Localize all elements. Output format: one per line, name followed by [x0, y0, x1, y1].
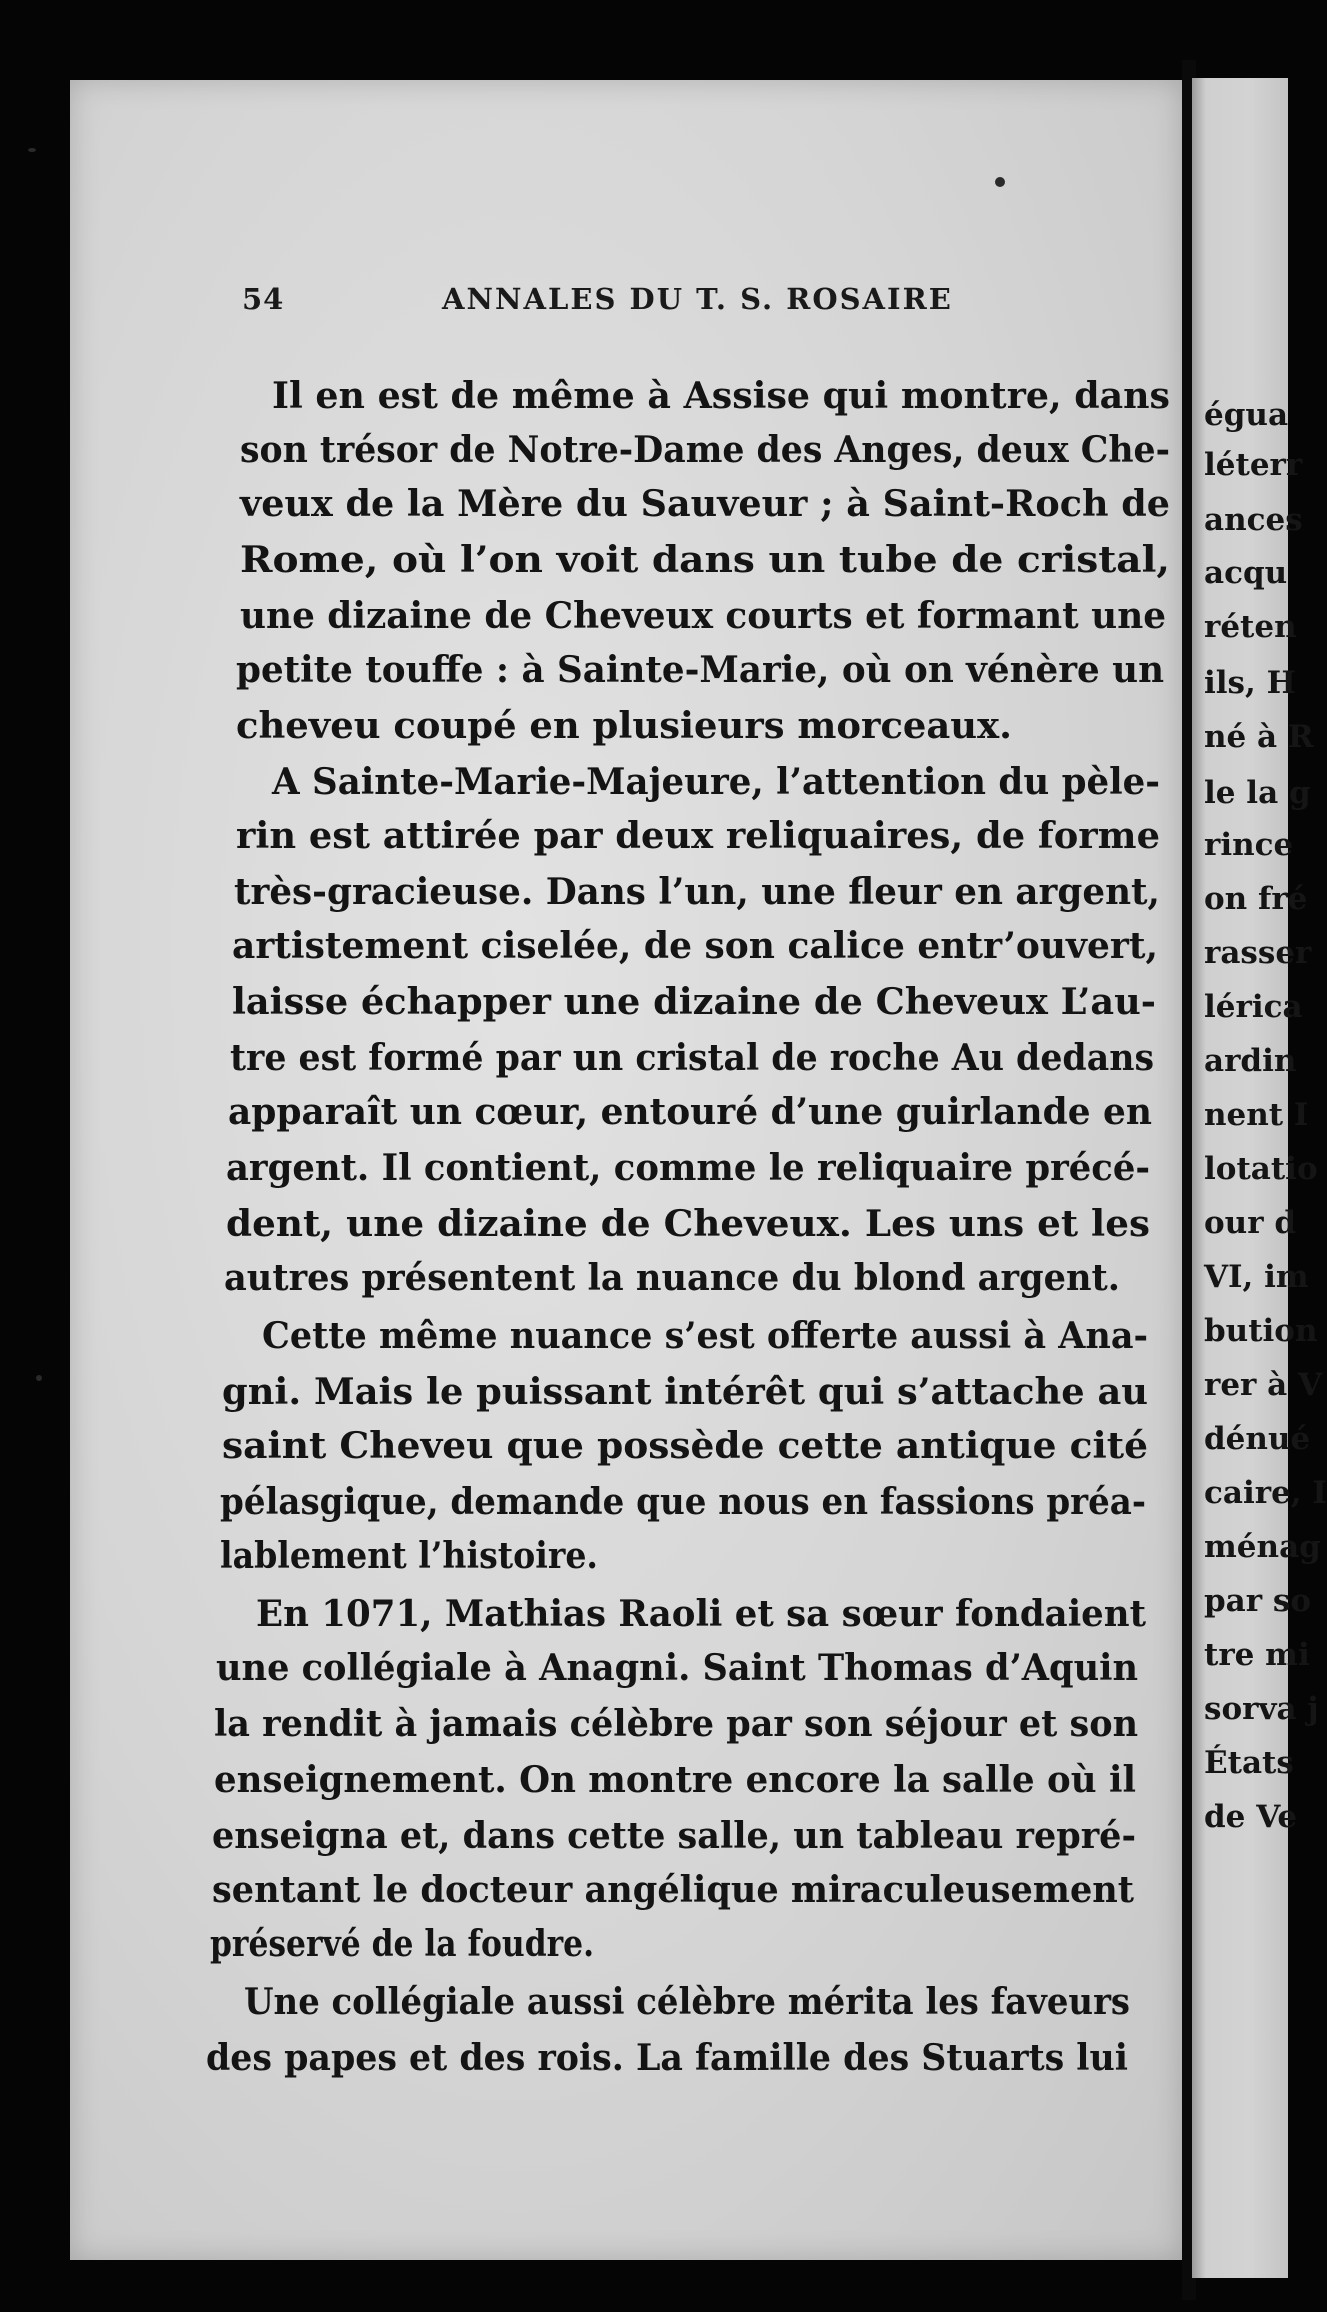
text-line: lablement l’histoire.	[220, 1535, 598, 1577]
text-line: une collégiale à Anagni. Saint Thomas d’Aquin	[216, 1647, 1139, 1689]
text-line: tre est formé par un cristal de roche Au dedans	[230, 1037, 1155, 1079]
text-line: apparaît un cœur, entouré d’une guirlande en	[228, 1091, 1153, 1133]
speck	[28, 148, 36, 152]
right-page-line: ances	[1204, 502, 1303, 538]
text-line: autres présentent la nuance du blond argent.	[224, 1257, 1121, 1299]
text-line: Rome, où l’on voit dans un tube de cristal,	[240, 539, 1171, 581]
text-line: petite touffe : à Sainte-Marie, où on vénère un	[236, 649, 1165, 691]
right-page-line: dénué	[1204, 1421, 1311, 1457]
right-page-line: États	[1204, 1745, 1294, 1781]
right-page-line: léterr	[1204, 447, 1303, 483]
right-page-line: VI, im	[1204, 1259, 1309, 1295]
text-line: son trésor de Notre-Dame des Anges, deux Che-	[240, 429, 1170, 471]
page-number: 54	[242, 282, 285, 316]
right-page-line: égua	[1204, 397, 1289, 433]
text-line: enseignement. On montre encore la salle où il	[214, 1759, 1136, 1801]
text-line: très-gracieuse. Dans l’un, une fleur en argent,	[234, 871, 1161, 913]
text-line: veux de la Mère du Sauveur ; à Saint-Roch de	[240, 483, 1170, 525]
text-line: pélasgique, demande que nous en fassions préa-	[220, 1481, 1147, 1523]
right-page-line: acqu	[1204, 555, 1288, 591]
right-page-clip	[1196, 397, 1327, 1900]
right-page-line: tre mi	[1204, 1637, 1310, 1673]
text-line: enseigna et, dans cette salle, un tableau repré-	[212, 1815, 1136, 1857]
running-title: ANNALES DU T. S. ROSAIRE	[442, 282, 953, 316]
right-page-line: né à R	[1204, 719, 1314, 755]
text-line: la rendit à jamais célèbre par son séjour et son	[214, 1703, 1139, 1745]
speck	[995, 177, 1005, 187]
text-line: artistement ciselée, de son calice entr’ouvert,	[232, 925, 1158, 967]
text-line: Cette même nuance s’est offerte aussi à Ana-	[262, 1315, 1149, 1357]
right-page-line: le la g	[1204, 775, 1311, 811]
speck	[36, 1375, 42, 1381]
right-page-line: ardin	[1204, 1043, 1297, 1079]
right-page-line: rince	[1204, 827, 1294, 863]
right-page-line: bution	[1204, 1313, 1318, 1349]
text-line: saint Cheveu que possède cette antique cité	[222, 1425, 1148, 1467]
text-line: une dizaine de Cheveux courts et formant une	[240, 595, 1167, 637]
right-page-line: ménag	[1204, 1529, 1321, 1565]
text-line: En 1071, Mathias Raoli et sa sœur fondaient	[256, 1593, 1147, 1635]
text-line: argent. Il contient, comme le reliquaire précé-	[226, 1147, 1151, 1189]
text-line: rin est attirée par deux reliquaires, de forme	[236, 815, 1160, 857]
text-line: Il en est de même à Assise qui montre, dans	[272, 375, 1171, 417]
right-page-line: ils, H	[1204, 665, 1296, 701]
right-page-line: réten	[1204, 609, 1297, 645]
right-page-line: lotatio	[1204, 1151, 1318, 1187]
text-line: cheveu coupé en plusieurs morceaux.	[236, 705, 1012, 747]
right-page-line: nent I	[1204, 1097, 1309, 1133]
right-page-line: par so	[1204, 1583, 1312, 1619]
right-page-line: de Ve	[1204, 1799, 1298, 1835]
right-page-line: sorva j	[1204, 1691, 1319, 1727]
right-page-line: rer à V	[1204, 1367, 1323, 1403]
text-line: dent, une dizaine de Cheveux. Les uns et les	[226, 1203, 1150, 1245]
running-head	[242, 282, 1102, 330]
text-line: gni. Mais le puissant intérêt qui s’attache au	[222, 1371, 1149, 1413]
right-page-line: caire, I	[1204, 1475, 1327, 1511]
text-line: laisse échapper une dizaine de Cheveux L’au-	[232, 981, 1157, 1023]
text-line: préservé de la foudre.	[210, 1923, 595, 1965]
right-page-line: our d	[1204, 1205, 1297, 1241]
text-line: sentant le docteur angélique miraculeusement	[212, 1869, 1135, 1911]
right-page-line: lérica	[1204, 989, 1303, 1025]
right-page-line: rasser	[1204, 935, 1312, 971]
text-line: Une collégiale aussi célèbre mérita les faveurs	[244, 1981, 1131, 2023]
text-line: des papes et des rois. La famille des Stuarts lui	[206, 2037, 1129, 2079]
right-page-line: on fré	[1204, 881, 1308, 917]
text-line: A Sainte-Marie-Majeure, l’attention du pèle-	[272, 761, 1161, 803]
